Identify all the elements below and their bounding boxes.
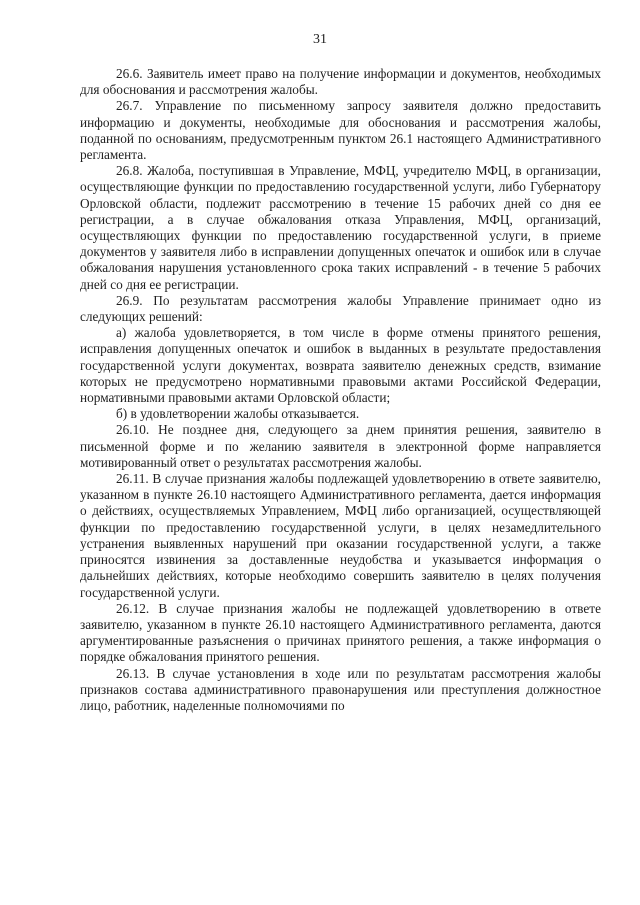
paragraph-26-7: 26.7. Управление по письменному запросу заявителя должно предоставить информацию и документы, необходимые для обоснования и рассмотрения жалобы, поданной по основаниям, предусмотренным пунктом 26.1 настоящего Административного регламента.	[80, 98, 601, 163]
paragraph-26-12: 26.12. В случае признания жалобы не подлежащей удовлетворению в ответе заявителю, указанном в пункте 26.10 настоящего Административного регламента, даются аргументированные разъяснения о причинах принятого решения, а также информация о порядке обжалования принятого решения.	[80, 600, 601, 665]
paragraph-26-6: 26.6. Заявитель имеет право на получение информации и документов, необходимых для обоснования и рассмотрения жалобы.	[80, 66, 601, 98]
paragraph-26-11: 26.11. В случае признания жалобы подлежащей удовлетворению в ответе заявителю, указанном в пункте 26.10 настоящего Административного регламента, дается информация о действиях, осуществляемых Управлением, МФЦ либо организацией, осуществляющей функции по предоставлению государственной услуги, в целях незамедлительного устранения выявленных нарушений при оказании государственной услуги, а также приносятся извинения за доставленные неудобства и указывается информация о дальнейших действиях, которые необходимо совершить заявителю в целях получения государственной услуги.	[80, 471, 601, 600]
page-number: 31	[313, 32, 327, 47]
paragraph-26-9: 26.9. По результатам рассмотрения жалобы Управление принимает одно из следующих решений:	[80, 292, 601, 325]
paragraph-26-9-a: а) жалоба удовлетворяется, в том числе в форме отмены принятого решения, исправления допущенных опечаток и ошибок в выданных в результате предоставления государственной услуги документах, возврата заявителю денежных средств, взимание которых не предусмотрено нормативными правовыми актами Российской Федерации, нормативными правовыми актами Орловской области;	[80, 325, 601, 406]
paragraph-26-8: 26.8. Жалоба, поступившая в Управление, МФЦ, учредителю МФЦ, в организации, осуществляющие функции по предоставлению государственной услуги, либо Губернатору Орловской области, подлежит рассмотрению в течение 15 рабочих дней со дня ее регистрации, а в случае обжалования отказа Управления, МФЦ, организаций, осуществляющих функции по предоставлению государственной услуги, в приеме документов у заявителя либо в исправлении допущенных опечаток и ошибок или в случае обжалования нарушения установленного срока таких исправлений - в течение 5 рабочих дней со дня ее регистрации.	[80, 163, 601, 292]
paragraph-26-9-b: б) в удовлетворении жалобы отказывается.	[116, 406, 360, 422]
paragraph-26-13: 26.13. В случае установления в ходе или по результатам рассмотрения жалобы признаков состава административного правонарушения или преступления должностное лицо, работник, наделенные полномочиями по	[80, 665, 601, 713]
paragraph-26-10: 26.10. Не позднее дня, следующего за днем принятия решения, заявителю в письменной форме и по желанию заявителя в электронной форме направляется мотивированный ответ о результатах рассмотрения жалобы.	[80, 422, 601, 470]
document-body	[80, 66, 601, 714]
